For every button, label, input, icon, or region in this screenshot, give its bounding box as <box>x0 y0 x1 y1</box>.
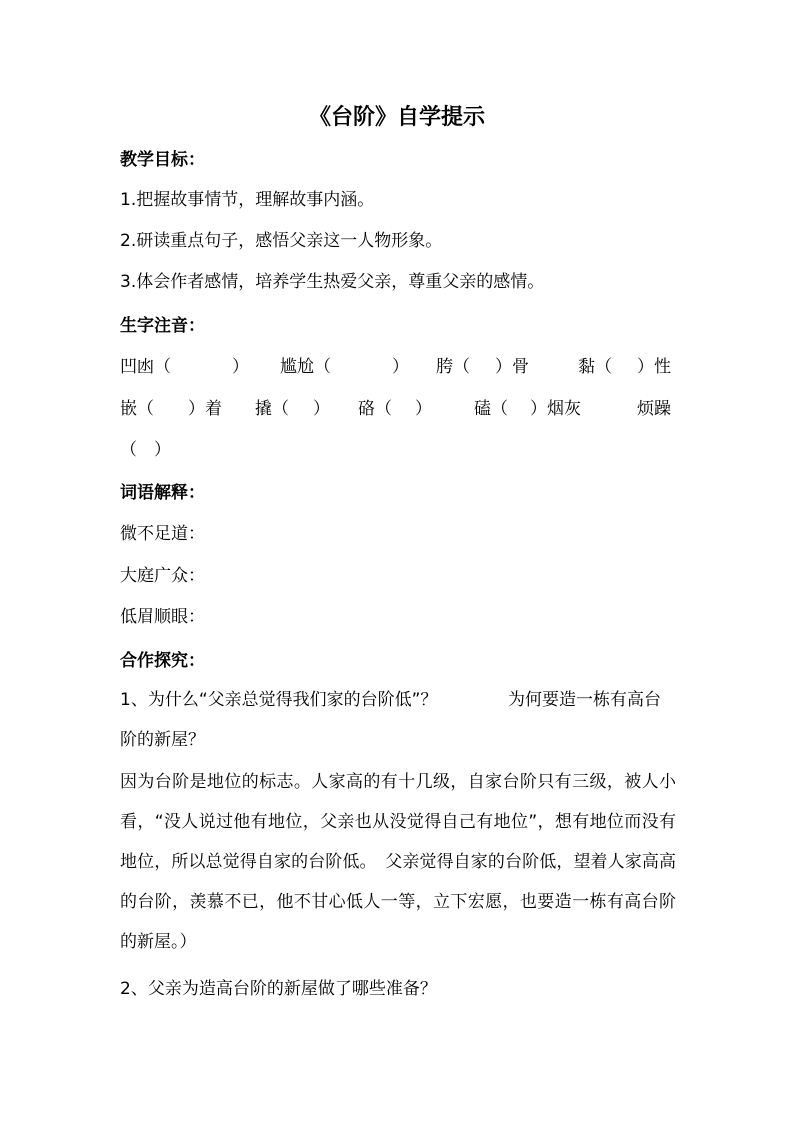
pinyin-word: ）骨 <box>495 357 529 377</box>
pinyin-word: ） <box>232 357 249 377</box>
vocab-item: 微不足道： <box>120 524 205 544</box>
objective-item: 2.研读重点句子，感悟父亲这一人物形象。 <box>120 231 443 251</box>
inquiry-heading: 合作探究： <box>120 651 205 671</box>
objectives-heading: 教学目标： <box>120 150 205 170</box>
question-2: 2、父亲为造高台阶的新屋做了哪些准备？ <box>120 979 437 999</box>
objective-item: 1.把握故事情节，理解故事内涵。 <box>120 190 375 210</box>
pinyin-word: ）烟灰 <box>530 399 581 419</box>
pinyin-word: 撬（ <box>255 399 289 419</box>
pinyin-word: 磕（ <box>474 399 508 419</box>
pinyin-word: 硌（ <box>358 399 392 419</box>
pinyin-word: ）性 <box>637 357 671 377</box>
vocab-heading: 词语解释： <box>120 483 205 503</box>
pinyin-word: ）着 <box>188 399 222 419</box>
pinyin-word: 烦躁 <box>637 399 671 419</box>
objective-item: 3.体会作者感情，培养学生热爱父亲，尊重父亲的感情。 <box>120 272 545 292</box>
pinyin-word: 尴尬（ <box>280 357 331 377</box>
pinyin-word: 胯（ <box>436 357 470 377</box>
pinyin-word: ） <box>415 399 432 419</box>
vocab-item: 低眉顺眼： <box>120 607 205 627</box>
pinyin-word: 凹凼（ <box>120 357 171 377</box>
pinyin-row <box>0 354 794 380</box>
pinyin-heading: 生字注音： <box>120 316 205 336</box>
pinyin-word: ） <box>392 357 409 377</box>
pinyin-word: ） <box>313 399 330 419</box>
pinyin-row <box>0 396 794 422</box>
question-1-continuation: 阶的新屋？ <box>120 730 205 750</box>
vocab-item: 大庭广众： <box>120 566 205 586</box>
answer-1: 因为台阶是地位的标志。人家高的有十几级，自家台阶只有三级，被人小看，“没人说过他有地位，父亲也从没觉得自己有地位”，想有地位而没有地位，所以总觉得自家的台阶低。 父亲觉得自家的台阶低，望着人家高高的台阶，羡慕不已，他不甘心低人一等，立下宏愿，也要造一栋有高台阶的新屋。） <box>120 772 676 952</box>
pinyin-word: 黏（ <box>578 357 612 377</box>
pinyin-word: 嵌（ <box>120 399 154 419</box>
question-1-right: 为何要造一栋有高台 <box>508 690 661 710</box>
question-1-left: 1、为什么“父亲总觉得我们家的台阶低”？ <box>120 690 438 710</box>
page-title: 《台阶》自学提示 <box>308 105 485 130</box>
pinyin-row: （ ） <box>120 440 171 460</box>
question-1 <box>120 680 676 720</box>
